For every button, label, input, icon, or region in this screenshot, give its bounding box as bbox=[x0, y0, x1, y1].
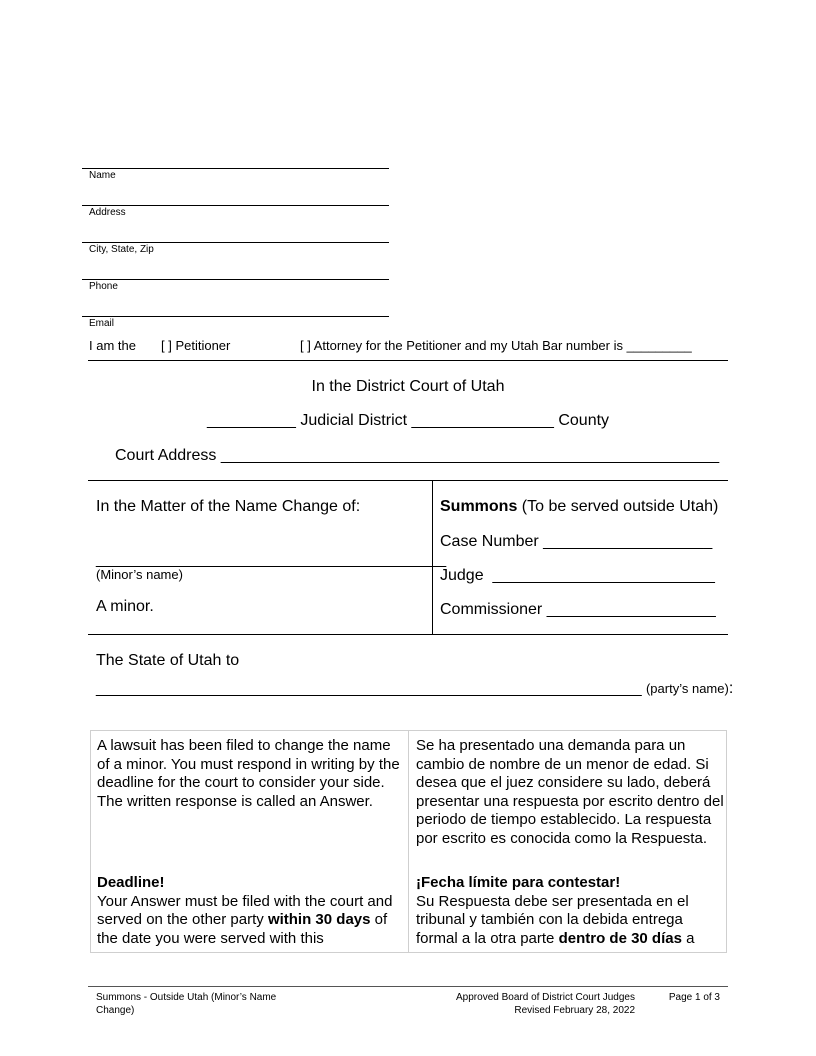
county-blank[interactable]: ________________ bbox=[411, 412, 554, 429]
court-address-line bbox=[115, 447, 719, 465]
name-line[interactable] bbox=[82, 168, 389, 169]
county-label: County bbox=[558, 412, 610, 429]
footer-divider bbox=[88, 986, 728, 987]
email-label: Email bbox=[89, 318, 115, 329]
party-name-line bbox=[96, 680, 733, 698]
english-deadline-heading: Deadline! bbox=[97, 874, 165, 891]
summons-bold: Summons bbox=[440, 498, 518, 515]
summons-title bbox=[440, 498, 718, 516]
spanish-notice bbox=[416, 737, 724, 950]
notice-table-divider bbox=[408, 730, 409, 953]
city-state-zip-line[interactable] bbox=[82, 242, 389, 243]
footer-form-title: Summons - Outside Utah (Minor’s Name Change) bbox=[96, 992, 277, 1016]
phone-label: Phone bbox=[89, 281, 118, 292]
party-name-blank[interactable]: ______________________________________________________________ bbox=[96, 680, 642, 697]
petitioner-checkbox[interactable]: [ ] Petitioner bbox=[161, 338, 231, 353]
footer-page-number: Page 1 of 3 bbox=[668, 992, 720, 1003]
spanish-intro: Se ha presentado una demanda para un cambio de nombre de un menor de edad. Si desea que el juez considere su lado, deberá presentar una respuesta por escrito dentro del periodo de tiempo establecido. La respuesta por escrito es conocida como la Respuesta. bbox=[416, 737, 724, 847]
footer-revised: Revised February 28, 2022 bbox=[514, 1005, 635, 1016]
role-divider bbox=[88, 360, 728, 361]
caption-bottom-border bbox=[88, 634, 728, 635]
district-blank[interactable]: __________ bbox=[206, 412, 296, 429]
a-minor-label: A minor. bbox=[96, 598, 154, 615]
judge-field[interactable]: Judge _________________________ bbox=[440, 567, 715, 584]
role-prefix: I am the bbox=[89, 338, 136, 353]
state-to-label: The State of Utah to bbox=[96, 652, 240, 669]
caption-top-border bbox=[88, 480, 728, 481]
court-address-label: Court Address bbox=[115, 447, 217, 464]
minor-name-blank[interactable]: ________________________________________ bbox=[96, 551, 446, 568]
footer-approved: Approved Board of District Court Judges bbox=[456, 992, 635, 1003]
court-title: In the District Court of Utah bbox=[311, 378, 505, 395]
attorney-checkbox[interactable]: [ ] Attorney for the Petitioner and my Utah Bar number is _________ bbox=[300, 338, 692, 353]
commissioner-field[interactable]: Commissioner ___________________ bbox=[440, 601, 716, 618]
name-label: Name bbox=[89, 170, 116, 181]
party-name-label: (party’s name) bbox=[645, 681, 729, 696]
address-label: Address bbox=[89, 207, 126, 218]
address-line[interactable] bbox=[82, 205, 389, 206]
court-address-blank[interactable]: ________________________________________________________ bbox=[220, 447, 720, 464]
party-colon: : bbox=[728, 680, 734, 697]
email-line[interactable] bbox=[82, 316, 389, 317]
district-county-line bbox=[0, 412, 816, 430]
english-notice bbox=[97, 737, 405, 950]
district-label: Judicial District bbox=[300, 412, 408, 429]
spanish-deadline-heading: ¡Fecha límite para contestar! bbox=[416, 874, 621, 891]
matter-heading: In the Matter of the Name Change of: bbox=[96, 498, 361, 515]
spanish-deadline-text: Su Respuesta debe ser presentada en el tribunal y también con la debida entrega formal a la otra parte dentro de 30 días a bbox=[416, 892, 695, 947]
summons-subtitle: (To be served outside Utah) bbox=[517, 498, 719, 515]
english-deadline-text: Your Answer must be filed with the court and served on the other party within 30 days of the date you were served with this bbox=[97, 892, 393, 947]
phone-line[interactable] bbox=[82, 279, 389, 280]
case-number-field[interactable]: Case Number ___________________ bbox=[440, 533, 713, 550]
minor-name-label: (Minor’s name) bbox=[96, 567, 183, 582]
city-state-zip-label: City, State, Zip bbox=[89, 244, 154, 255]
english-intro: A lawsuit has been filed to change the name of a minor. You must respond in writing by the deadline for the court to consider your side. The written response is called an Answer. bbox=[97, 737, 400, 810]
